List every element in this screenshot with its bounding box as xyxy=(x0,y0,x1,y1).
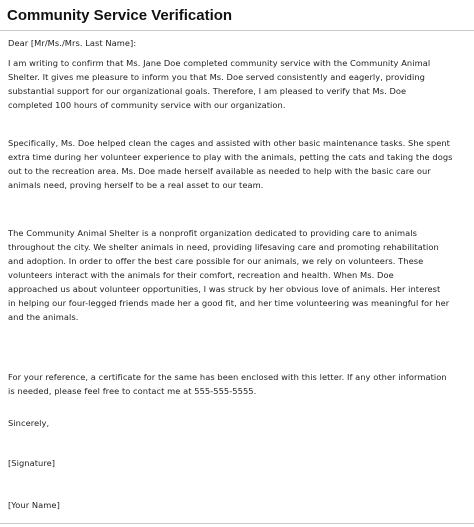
sender-name xyxy=(8,498,470,512)
paragraph-3-line: and adoption. In order to offer the best care possible for our animals, we rely on volunteers. These xyxy=(8,256,424,266)
title-divider xyxy=(0,30,474,31)
paragraph-2-line: extra time during her volunteer experience to play with the animals, petting the cats and taking the dogs xyxy=(8,152,453,162)
paragraph-1-line: substantial support for our organizational goals. Therefore, I am pleased to verify that Ms. Doe xyxy=(8,86,407,96)
closing-text: Sincerely, xyxy=(8,418,50,428)
paragraph-1 xyxy=(8,56,470,112)
bottom-divider xyxy=(0,523,474,524)
paragraph-3-line: volunteers interact with the animals for their comfort, recreation and health. When Ms. Doe xyxy=(8,270,394,280)
paragraph-2 xyxy=(8,136,470,192)
closing xyxy=(8,416,470,430)
paragraph-3 xyxy=(8,226,470,324)
sender-name-text: [Your Name] xyxy=(8,500,60,510)
paragraph-3-line: in helping our four-legged friends made her a good fit, and her time volunteering was meaningful for her xyxy=(8,298,450,308)
salutation xyxy=(8,36,470,50)
paragraph-1-line: I am writing to confirm that Ms. Jane Doe completed community service with the Community Animal xyxy=(8,58,431,68)
paragraph-4-line: For your reference, a certificate for the same has been enclosed with this letter. If any other information xyxy=(8,372,447,382)
signature-text: [Signature] xyxy=(8,458,56,468)
paragraph-4-line: is needed, please feel free to contact me at 555-555-5555. xyxy=(8,386,257,396)
paragraph-3-line: throughout the city. We shelter animals in need, providing lifesaving care and promoting rehabilitation xyxy=(8,242,439,252)
paragraph-1-line: Shelter. It gives me pleasure to inform you that Ms. Doe served consistently and eagerly, providing xyxy=(8,72,425,82)
paragraph-2-line: out to the recreation area. Ms. Doe made herself available as needed to help with the basic care our xyxy=(8,166,431,176)
paragraph-3-line: and the animals. xyxy=(8,312,79,322)
salutation-text: Dear [Mr/Ms./Mrs. Last Name]: xyxy=(8,38,137,48)
paragraph-3-line: The Community Animal Shelter is a nonprofit organization dedicated to providing care to animals xyxy=(8,228,418,238)
paragraph-2-line: Specifically, Ms. Doe helped clean the cages and assisted with other basic maintenance tasks. She spent xyxy=(8,138,450,148)
paragraph-2-line: animals need, proving herself to be a real asset to our team. xyxy=(8,180,264,190)
paragraph-4 xyxy=(8,370,470,398)
signature xyxy=(8,456,470,470)
paragraph-3-line: approached us about volunteer opportunities, I was struck by her obvious love of animals. Her interest xyxy=(8,284,441,294)
paragraph-1-line: completed 100 hours of community service with our organization. xyxy=(8,100,286,110)
document-title: Community Service Verification xyxy=(7,7,233,24)
